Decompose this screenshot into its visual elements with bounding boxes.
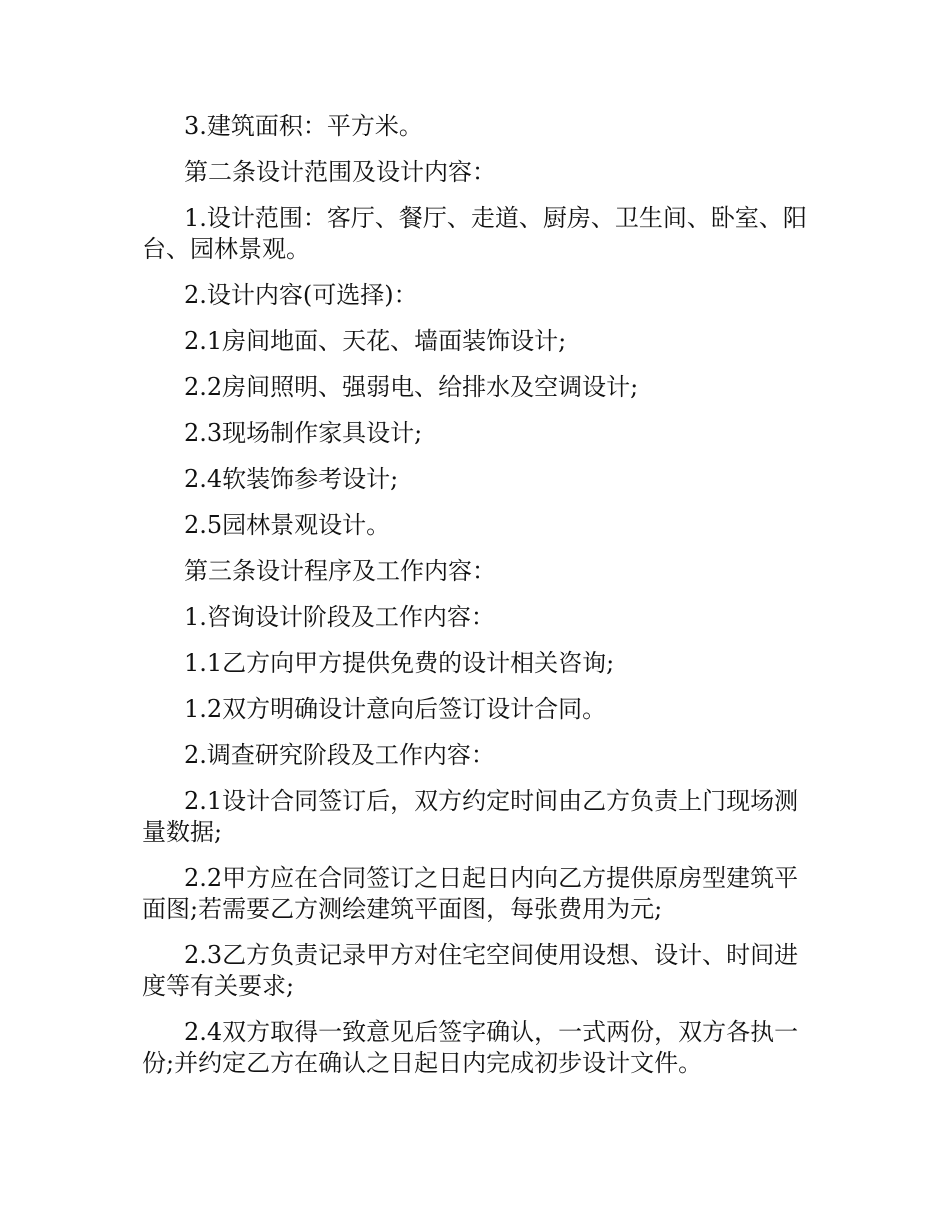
heading-article-3: 第三条设计程序及工作内容： xyxy=(184,557,496,585)
paragraph-item-1-2: 1.2双方明确设计意向后签订设计合同。 xyxy=(184,695,607,723)
paragraph-item-2-1: 2.1房间地面、天花、墙面装饰设计; xyxy=(184,327,567,355)
paragraph-design-content: 2.设计内容(可选择)： xyxy=(184,281,418,309)
paragraph-item-2-5: 2.5园林景观设计。 xyxy=(184,511,391,539)
paragraph-item-2-2: 2.2房间照明、强弱电、给排水及空调设计; xyxy=(184,373,639,401)
paragraph-research-stage: 2.调查研究阶段及工作内容： xyxy=(184,741,495,769)
document-body xyxy=(142,111,810,1094)
paragraph-research-2-1: 2.1设计合同签订后，双方约定时间由乙方负责上门现场测量数据; xyxy=(142,787,799,846)
paragraph-design-scope: 1.设计范围：客厅、餐厅、走道、厨房、卫生间、卧室、阳台、园林景观。 xyxy=(142,204,807,263)
paragraph-item-1-1: 1.1乙方向甲方提供免费的设计相关咨询; xyxy=(184,649,615,677)
paragraph-research-2-3: 2.3乙方负责记录甲方对住宅空间使用设想、设计、时间进度等有关要求; xyxy=(142,941,799,1000)
paragraph-building-area: 3.建筑面积：平方米。 xyxy=(184,112,423,140)
paragraph-item-2-4: 2.4软装饰参考设计; xyxy=(184,465,399,493)
paragraph-research-2-2: 2.2甲方应在合同签订之日起日内向乙方提供原房型建筑平面图;若需要乙方测绘建筑平面图，每张费用为元; xyxy=(142,864,799,923)
paragraph-item-2-3: 2.3现场制作家具设计; xyxy=(184,419,423,447)
paragraph-consult-stage: 1.咨询设计阶段及工作内容： xyxy=(184,603,495,631)
paragraph-research-2-4: 2.4双方取得一致意见后签字确认，一式两份，双方各执一份;并约定乙方在确认之日起日内完成初步设计文件。 xyxy=(142,1018,799,1077)
heading-article-2: 第二条设计范围及设计内容： xyxy=(184,158,496,186)
